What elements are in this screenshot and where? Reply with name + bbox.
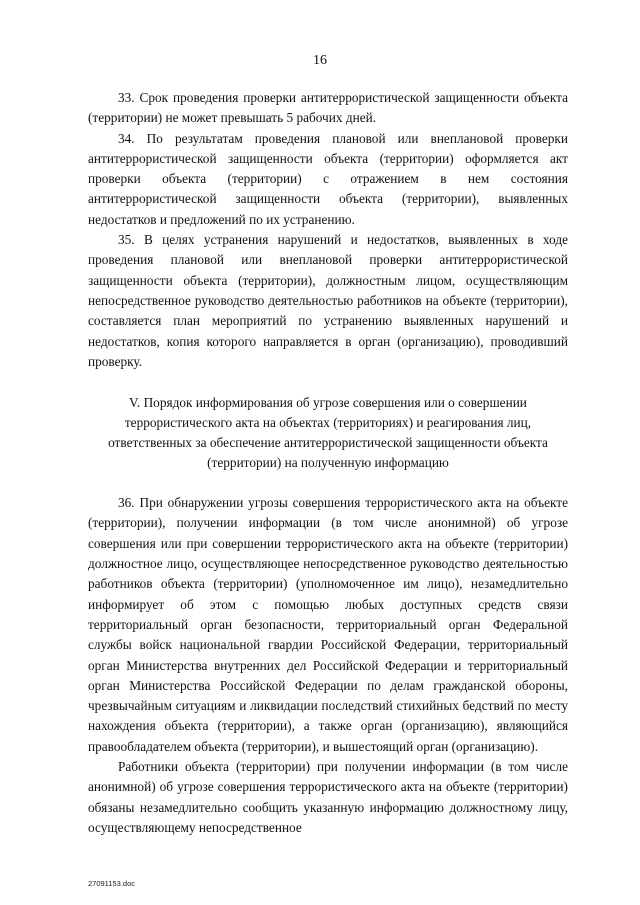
paragraph-35: 35. В целях устранения нарушений и недостатков, выявленных в ходе проведения плановой или внеплановой проверки антитеррористической защищенности объекта (территории), должностным лицом, осуществляющим непосредственное руководство деятельностью работников на объекте (территории), составляется план мероприятий по устранению выявленных нарушений и недостатков, копия которого направляется в орган (организацию), проводивший проверку. [88, 232, 568, 369]
footer-file-code: 27091153.doc [88, 879, 135, 888]
document-body [88, 88, 568, 838]
paragraph-36: 36. При обнаружении угрозы совершения террористического акта на объекте (территории), получении информации (в том числе анонимной) об угрозе совершения или при совершении террористического акта на объекте (территории) должностное лицо, осуществляющее непосредственное руководство деятельностью работников объекта (территории) (уполномоченное им лицо), незамедлительно информирует об этом с помощью любых доступных средств связи территориальный орган безопасности, территориальный орган Федеральной службы войск национальной гвардии Российской Федерации, территориальный орган Министерства внутренних дел Российской Федерации и территориальный орган Министерства Российской Федерации по делам гражданской обороны, чрезвычайным ситуациям и ликвидации последствий стихийных бедствий по месту нахождения объекта (территории), а также орган (организацию), являющийся правообладателем объекта (территории), и вышестоящий орган (организацию). [88, 495, 568, 754]
paragraph-workers: Работники объекта (территории) при получении информации (в том числе анонимной) об угрозе совершения террористического акта на объекте (территории) обязаны незамедлительно сообщить указанную информацию должностному лицу, осуществляющему непосредственное [88, 759, 568, 835]
paragraph-33: 33. Срок проведения проверки антитеррористической защищенности объекта (территории) не может превышать 5 рабочих дней. [88, 90, 568, 126]
section-heading: V. Порядок информирования об угрозе совершения или о совершении террористического акта на объектах (территориях) и реагирования лиц, ответственных за обеспечение антитеррористической защищенности объекта (территории) на полученную информацию [108, 395, 548, 471]
page-number: 16 [313, 53, 327, 68]
paragraph-34: 34. По результатам проведения плановой или внеплановой проверки антитеррористической защищенности объекта (территории) оформляется акт проверки объекта (территории) с отражением в нем состояния антитеррористической защищенности объекта (территории), выявленных недостатков и предложений по их устранению. [88, 130, 568, 227]
